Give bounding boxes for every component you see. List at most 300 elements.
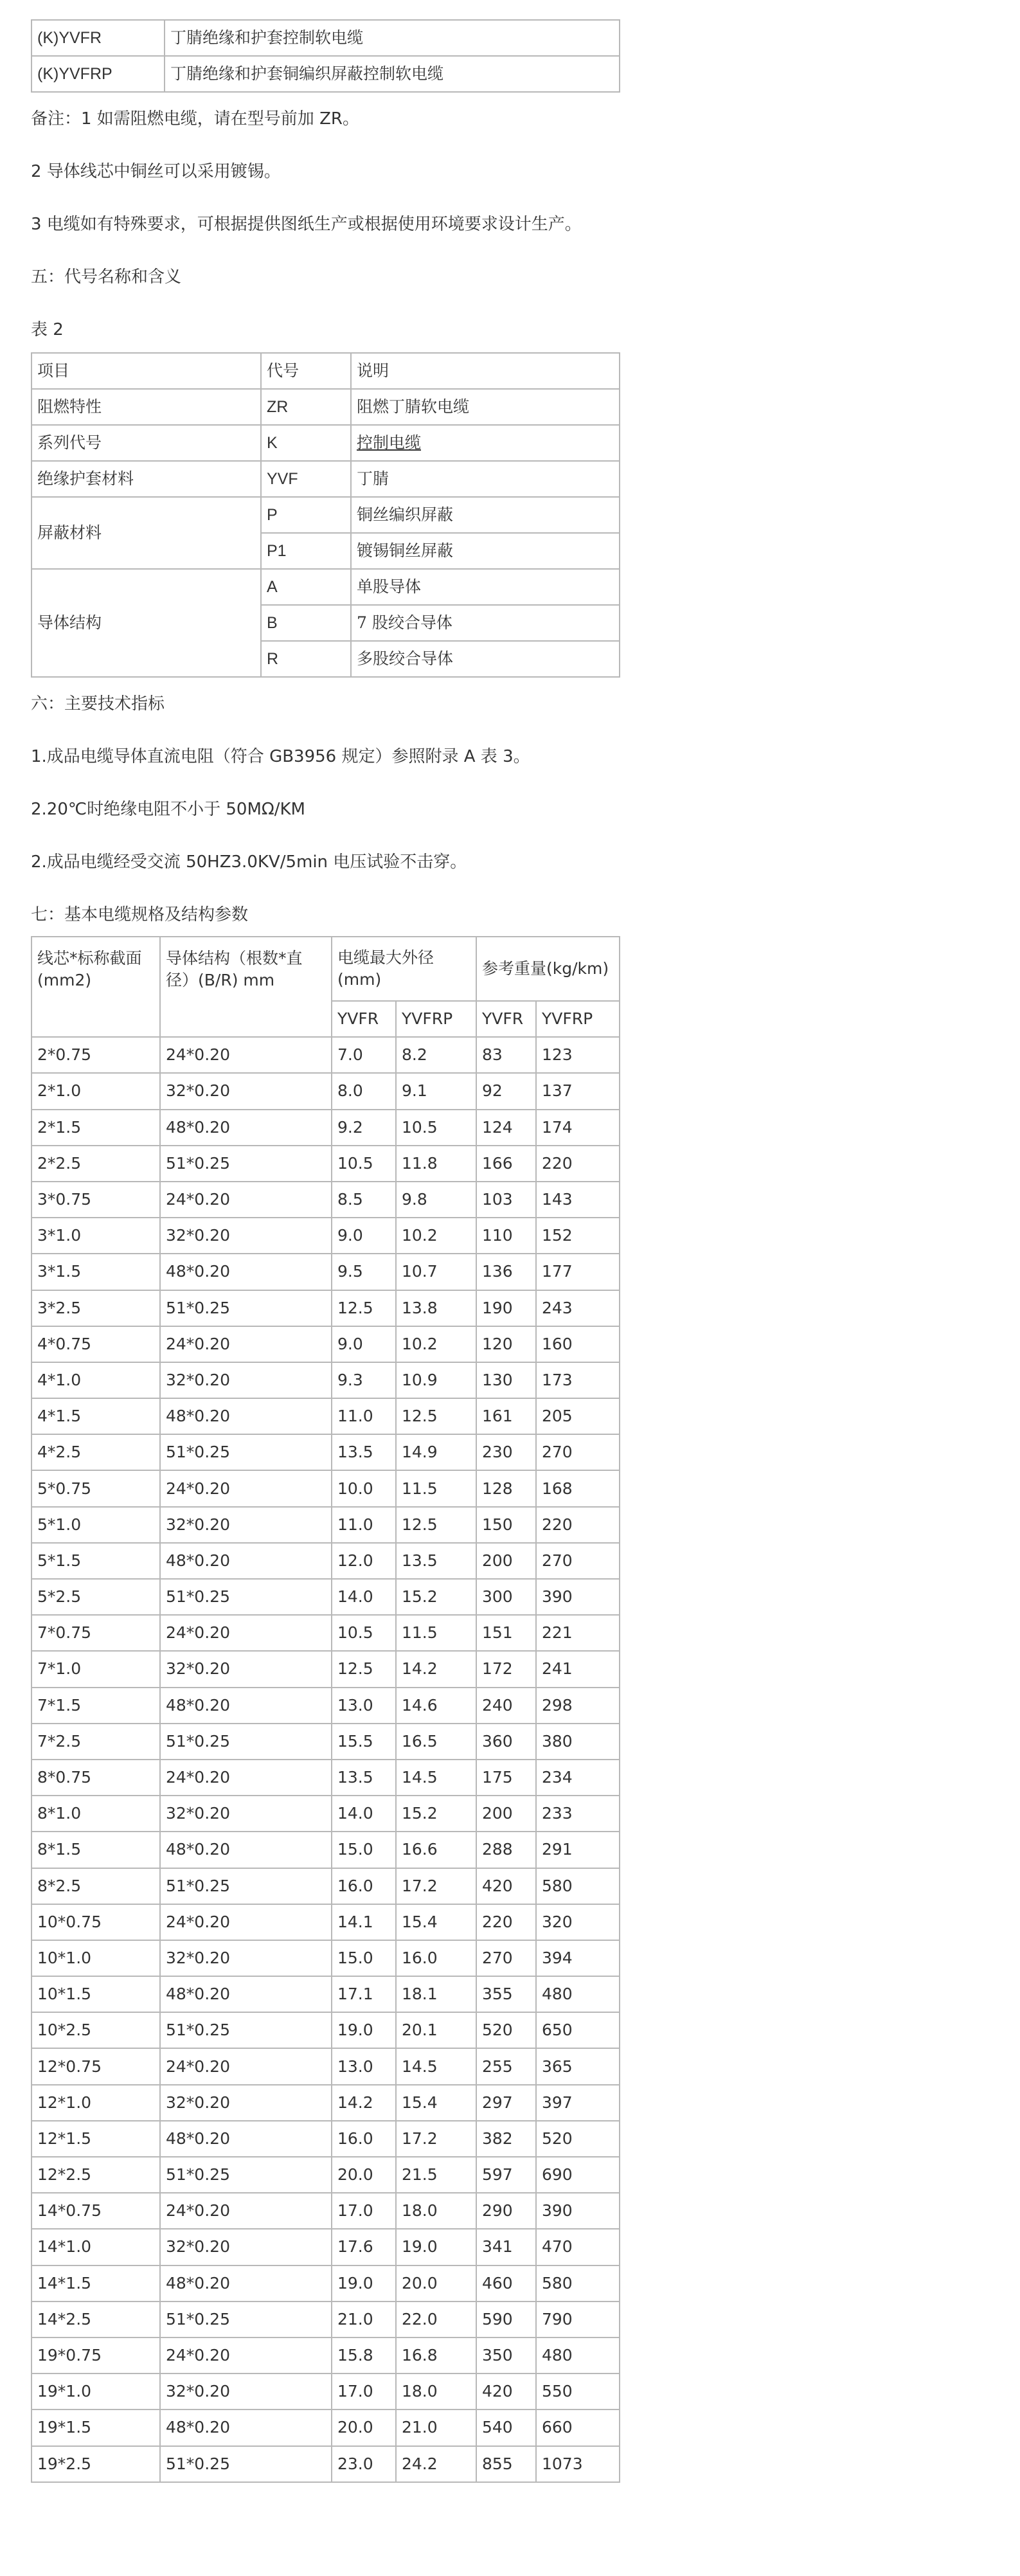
header-structure: 导体结构（根数*直径）(B/R) mm <box>160 937 332 1037</box>
cell-diameter-yvfrp: 10.5 <box>396 1110 476 1146</box>
cell-diameter-yvfrp: 22.0 <box>396 2301 476 2337</box>
table-row <box>31 1832 620 1868</box>
cell-structure: 32*0.20 <box>160 1218 332 1254</box>
cell-diameter-yvfr: 17.0 <box>332 2373 396 2409</box>
cell-weight-yvfrp: 480 <box>536 2337 620 2373</box>
cell-section: 14*0.75 <box>31 2193 160 2229</box>
cell-diameter-yvfrp: 16.0 <box>396 1940 476 1976</box>
cell-weight-yvfrp: 790 <box>536 2301 620 2337</box>
cell-desc <box>351 425 620 461</box>
cell-section: 5*2.5 <box>31 1579 160 1615</box>
cell-diameter-yvfr: 9.3 <box>332 1362 396 1398</box>
cell-diameter-yvfrp: 15.4 <box>396 1904 476 1940</box>
cell-desc: 镀锡铜丝屏蔽 <box>351 533 620 569</box>
note-3: 3 电缆如有特殊要求，可根据提供图纸生产或根据使用环境要求设计生产。 <box>31 215 582 234</box>
cable-spec-table <box>31 936 620 2483</box>
cell-diameter-yvfr: 7.0 <box>332 1037 396 1073</box>
spec-1: 1.成品电缆导体直流电阻（符合 GB3956 规定）参照附录 A 表 3。 <box>31 747 530 766</box>
cell-weight-yvfr: 83 <box>476 1037 536 1073</box>
cell-item: 绝缘护套材料 <box>31 461 261 497</box>
cell-weight-yvfrp: 520 <box>536 2121 620 2157</box>
cell-weight-yvfr: 240 <box>476 1688 536 1724</box>
cell-section: 10*1.5 <box>31 1976 160 2012</box>
cell-diameter-yvfr: 9.5 <box>332 1254 396 1290</box>
cell-weight-yvfr: 200 <box>476 1543 536 1579</box>
cell-section: 14*1.5 <box>31 2265 160 2301</box>
cell-weight-yvfrp: 152 <box>536 1218 620 1254</box>
cell-weight-yvfr: 270 <box>476 1940 536 1976</box>
cell-weight-yvfr: 300 <box>476 1579 536 1615</box>
cell-diameter-yvfr: 14.2 <box>332 2085 396 2121</box>
cell-section: 12*1.0 <box>31 2085 160 2121</box>
cell-weight-yvfr: 190 <box>476 1290 536 1326</box>
cell-weight-yvfrp: 394 <box>536 1940 620 1976</box>
cell-section: 4*2.5 <box>31 1434 160 1470</box>
cell-weight-yvfr: 124 <box>476 1110 536 1146</box>
cell-desc: 丁腈 <box>351 461 620 497</box>
cell-weight-yvfr: 110 <box>476 1218 536 1254</box>
cell-section: 19*2.5 <box>31 2446 160 2482</box>
table-row <box>31 461 620 497</box>
cell-diameter-yvfr: 17.6 <box>332 2229 396 2265</box>
cell-diameter-yvfrp: 17.2 <box>396 2121 476 2157</box>
cell-diameter-yvfr: 14.0 <box>332 1579 396 1615</box>
cell-weight-yvfrp: 380 <box>536 1724 620 1760</box>
table-row <box>31 569 620 605</box>
cell-weight-yvfr: 297 <box>476 2085 536 2121</box>
table-row <box>31 1146 620 1182</box>
table-row <box>31 2373 620 2409</box>
cell-item: 阻燃特性 <box>31 389 261 425</box>
table-2-label: 表 2 <box>31 320 64 339</box>
table-row <box>31 1362 620 1398</box>
cell-weight-yvfr: 136 <box>476 1254 536 1290</box>
cell-diameter-yvfrp: 11.5 <box>396 1470 476 1506</box>
cell-weight-yvfr: 540 <box>476 2409 536 2445</box>
table-row <box>31 2193 620 2229</box>
cell-diameter-yvfrp: 9.8 <box>396 1182 476 1218</box>
cell-structure: 48*0.20 <box>160 2409 332 2445</box>
table-row <box>31 1760 620 1796</box>
cell-weight-yvfr: 520 <box>476 2012 536 2048</box>
cell-diameter-yvfr: 15.0 <box>332 1832 396 1868</box>
cell-structure: 24*0.20 <box>160 1182 332 1218</box>
table-row <box>31 2048 620 2084</box>
table-row <box>31 20 620 56</box>
cell-weight-yvfrp: 143 <box>536 1182 620 1218</box>
cell-weight-yvfr: 290 <box>476 2193 536 2229</box>
cell-weight-yvfrp: 220 <box>536 1146 620 1182</box>
cell-code: P1 <box>261 533 351 569</box>
cell-diameter-yvfrp: 17.2 <box>396 1868 476 1904</box>
cell-structure: 48*0.20 <box>160 2121 332 2157</box>
cell-diameter-yvfrp: 18.0 <box>396 2193 476 2229</box>
table-row <box>31 2265 620 2301</box>
cell-section: 8*0.75 <box>31 1760 160 1796</box>
cell-section: 7*1.0 <box>31 1651 160 1687</box>
cell-desc: 7 股绞合导体 <box>351 605 620 641</box>
cell-code: B <box>261 605 351 641</box>
cell-diameter-yvfr: 13.0 <box>332 2048 396 2084</box>
cell-diameter-yvfrp: 10.7 <box>396 1254 476 1290</box>
cell-section: 12*1.5 <box>31 2121 160 2157</box>
cell-section: 2*2.5 <box>31 1146 160 1182</box>
table-row <box>31 1688 620 1724</box>
cell-weight-yvfr: 420 <box>476 2373 536 2409</box>
cell-diameter-yvfr: 11.0 <box>332 1507 396 1543</box>
cell-structure: 32*0.20 <box>160 1362 332 1398</box>
cell-weight-yvfr: 175 <box>476 1760 536 1796</box>
note-2: 2 导体线芯中铜丝可以采用镀锡。 <box>31 162 281 181</box>
cell-diameter-yvfrp: 11.8 <box>396 1146 476 1182</box>
table-row <box>31 1615 620 1651</box>
cell-weight-yvfr: 151 <box>476 1615 536 1651</box>
cell-structure: 24*0.20 <box>160 2337 332 2373</box>
cell-structure: 24*0.20 <box>160 2048 332 2084</box>
cell-structure: 51*0.25 <box>160 1579 332 1615</box>
cell-model: (K)YVFRP <box>31 56 165 92</box>
cell-structure: 32*0.20 <box>160 1073 332 1109</box>
subheader-yvfrp: YVFRP <box>396 1001 476 1037</box>
cell-structure: 51*0.25 <box>160 2157 332 2193</box>
cell-diameter-yvfr: 13.0 <box>332 1688 396 1724</box>
cell-code: K <box>261 425 351 461</box>
cell-weight-yvfr: 255 <box>476 2048 536 2084</box>
section-7-title: 七：基本电缆规格及结构参数 <box>31 905 249 924</box>
model-table <box>31 19 620 93</box>
cell-weight-yvfrp: 690 <box>536 2157 620 2193</box>
table-row <box>31 1037 620 1073</box>
cell-diameter-yvfr: 9.0 <box>332 1326 396 1362</box>
cell-item: 系列代号 <box>31 425 261 461</box>
cell-diameter-yvfrp: 13.5 <box>396 1543 476 1579</box>
cell-section: 14*1.0 <box>31 2229 160 2265</box>
header-item: 项目 <box>31 353 261 389</box>
cell-diameter-yvfr: 15.5 <box>332 1724 396 1760</box>
subheader-yvfrp: YVFRP <box>536 1001 620 1037</box>
cell-weight-yvfr: 200 <box>476 1796 536 1832</box>
cell-structure: 48*0.20 <box>160 1543 332 1579</box>
table-row <box>31 1724 620 1760</box>
cell-diameter-yvfrp: 9.1 <box>396 1073 476 1109</box>
cell-diameter-yvfrp: 10.2 <box>396 1326 476 1362</box>
cell-diameter-yvfrp: 21.5 <box>396 2157 476 2193</box>
cell-diameter-yvfrp: 16.5 <box>396 1724 476 1760</box>
cell-diameter-yvfrp: 13.8 <box>396 1290 476 1326</box>
table-row <box>31 2446 620 2482</box>
cell-section: 2*0.75 <box>31 1037 160 1073</box>
table-row <box>31 1326 620 1362</box>
cell-section: 10*2.5 <box>31 2012 160 2048</box>
cell-diameter-yvfrp: 15.4 <box>396 2085 476 2121</box>
cell-desc: 丁腈绝缘和护套铜编织屏蔽控制软电缆 <box>165 56 620 92</box>
cell-section: 3*2.5 <box>31 1290 160 1326</box>
cell-weight-yvfrp: 233 <box>536 1796 620 1832</box>
cell-structure: 48*0.20 <box>160 1688 332 1724</box>
cell-weight-yvfr: 382 <box>476 2121 536 2157</box>
cell-diameter-yvfr: 11.0 <box>332 1398 396 1434</box>
subheader-yvfr: YVFR <box>476 1001 536 1037</box>
cell-model: (K)YVFR <box>31 20 165 56</box>
cell-structure: 24*0.20 <box>160 1037 332 1073</box>
cell-section: 8*2.5 <box>31 1868 160 1904</box>
section-6-title: 六：主要技术指标 <box>31 694 165 714</box>
table-row <box>31 2337 620 2373</box>
cell-code: R <box>261 641 351 677</box>
table-row <box>31 2229 620 2265</box>
cell-desc: 单股导体 <box>351 569 620 605</box>
cell-diameter-yvfr: 20.0 <box>332 2409 396 2445</box>
cell-weight-yvfrp: 234 <box>536 1760 620 1796</box>
cell-diameter-yvfr: 17.1 <box>332 1976 396 2012</box>
cell-diameter-yvfr: 9.0 <box>332 1218 396 1254</box>
cell-diameter-yvfr: 10.5 <box>332 1146 396 1182</box>
cell-weight-yvfr: 128 <box>476 1470 536 1506</box>
cell-weight-yvfr: 220 <box>476 1904 536 1940</box>
cell-diameter-yvfr: 16.0 <box>332 1868 396 1904</box>
cell-structure: 32*0.20 <box>160 2373 332 2409</box>
table-row <box>31 1976 620 2012</box>
cell-section: 12*2.5 <box>31 2157 160 2193</box>
cell-diameter-yvfrp: 18.0 <box>396 2373 476 2409</box>
cell-section: 10*1.0 <box>31 1940 160 1976</box>
cell-diameter-yvfr: 10.5 <box>332 1615 396 1651</box>
cell-section: 3*1.5 <box>31 1254 160 1290</box>
cell-section: 2*1.0 <box>31 1073 160 1109</box>
cell-structure: 24*0.20 <box>160 1615 332 1651</box>
cell-weight-yvfrp: 1073 <box>536 2446 620 2482</box>
cell-weight-yvfrp: 123 <box>536 1037 620 1073</box>
table-row <box>31 1868 620 1904</box>
cell-structure: 51*0.25 <box>160 2446 332 2482</box>
cell-structure: 24*0.20 <box>160 1760 332 1796</box>
cell-weight-yvfr: 172 <box>476 1651 536 1687</box>
spec-2: 2.20℃时绝缘电阻不小于 50MΩ/KM <box>31 800 305 819</box>
cell-section: 4*0.75 <box>31 1326 160 1362</box>
table-row <box>31 1434 620 1470</box>
table-header-row <box>31 937 620 1001</box>
table-row <box>31 56 620 92</box>
cell-diameter-yvfrp: 10.2 <box>396 1218 476 1254</box>
cell-weight-yvfr: 855 <box>476 2446 536 2482</box>
cell-weight-yvfrp: 660 <box>536 2409 620 2445</box>
cell-diameter-yvfr: 23.0 <box>332 2446 396 2482</box>
cell-diameter-yvfrp: 20.1 <box>396 2012 476 2048</box>
cell-diameter-yvfrp: 16.6 <box>396 1832 476 1868</box>
table-row <box>31 1470 620 1506</box>
cell-diameter-yvfr: 19.0 <box>332 2012 396 2048</box>
table-row <box>31 1940 620 1976</box>
cell-weight-yvfrp: 470 <box>536 2229 620 2265</box>
header-weight: 参考重量(kg/km) <box>476 937 620 1001</box>
cell-weight-yvfrp: 550 <box>536 2373 620 2409</box>
cell-diameter-yvfr: 20.0 <box>332 2157 396 2193</box>
cell-diameter-yvfrp: 8.2 <box>396 1037 476 1073</box>
cell-section: 19*0.75 <box>31 2337 160 2373</box>
cell-diameter-yvfrp: 14.5 <box>396 1760 476 1796</box>
table-row <box>31 1398 620 1434</box>
cell-structure: 24*0.20 <box>160 2193 332 2229</box>
cell-weight-yvfr: 355 <box>476 1976 536 2012</box>
table-row <box>31 425 620 461</box>
table-row <box>31 1182 620 1218</box>
cell-structure: 32*0.20 <box>160 1507 332 1543</box>
cell-structure: 51*0.25 <box>160 1146 332 1182</box>
cell-weight-yvfrp: 320 <box>536 1904 620 1940</box>
cell-diameter-yvfr: 14.1 <box>332 1904 396 1940</box>
cell-section: 19*1.5 <box>31 2409 160 2445</box>
cell-code: ZR <box>261 389 351 425</box>
cell-weight-yvfr: 590 <box>476 2301 536 2337</box>
cell-weight-yvfrp: 270 <box>536 1434 620 1470</box>
cell-weight-yvfrp: 168 <box>536 1470 620 1506</box>
cell-section: 5*1.0 <box>31 1507 160 1543</box>
subheader-yvfr: YVFR <box>332 1001 396 1037</box>
cell-diameter-yvfr: 13.5 <box>332 1434 396 1470</box>
cell-diameter-yvfr: 13.5 <box>332 1760 396 1796</box>
cell-diameter-yvfr: 12.5 <box>332 1290 396 1326</box>
cell-section: 2*1.5 <box>31 1110 160 1146</box>
cell-diameter-yvfrp: 14.9 <box>396 1434 476 1470</box>
cell-section: 8*1.0 <box>31 1796 160 1832</box>
cell-diameter-yvfrp: 14.2 <box>396 1651 476 1687</box>
cell-structure: 48*0.20 <box>160 1254 332 1290</box>
cell-weight-yvfr: 341 <box>476 2229 536 2265</box>
cell-diameter-yvfr: 15.8 <box>332 2337 396 2373</box>
table-row <box>31 1579 620 1615</box>
cell-structure: 48*0.20 <box>160 2265 332 2301</box>
cell-section: 10*0.75 <box>31 1904 160 1940</box>
cell-weight-yvfr: 130 <box>476 1362 536 1398</box>
cell-weight-yvfrp: 241 <box>536 1651 620 1687</box>
cell-weight-yvfrp: 137 <box>536 1073 620 1109</box>
cell-desc: 丁腈绝缘和护套控制软电缆 <box>165 20 620 56</box>
cell-weight-yvfr: 166 <box>476 1146 536 1182</box>
cell-structure: 48*0.20 <box>160 1976 332 2012</box>
table-row <box>31 1073 620 1109</box>
cell-diameter-yvfrp: 14.5 <box>396 2048 476 2084</box>
header-diameter: 电缆最大外径(mm) <box>332 937 476 1001</box>
cell-structure: 32*0.20 <box>160 2229 332 2265</box>
cell-diameter-yvfrp: 11.5 <box>396 1615 476 1651</box>
cell-weight-yvfr: 350 <box>476 2337 536 2373</box>
cell-diameter-yvfr: 17.0 <box>332 2193 396 2229</box>
cell-weight-yvfrp: 221 <box>536 1615 620 1651</box>
cell-structure: 48*0.20 <box>160 1832 332 1868</box>
cell-structure: 32*0.20 <box>160 1940 332 1976</box>
cell-weight-yvfrp: 173 <box>536 1362 620 1398</box>
cell-diameter-yvfr: 14.0 <box>332 1796 396 1832</box>
cell-structure: 48*0.20 <box>160 1398 332 1434</box>
cell-diameter-yvfr: 8.0 <box>332 1073 396 1109</box>
table-row <box>31 1218 620 1254</box>
cell-section: 12*0.75 <box>31 2048 160 2084</box>
cell-item: 屏蔽材料 <box>31 497 261 569</box>
cell-section: 8*1.5 <box>31 1832 160 1868</box>
table-row <box>31 1904 620 1940</box>
cell-structure: 51*0.25 <box>160 1290 332 1326</box>
cell-weight-yvfrp: 243 <box>536 1290 620 1326</box>
table-row <box>31 2157 620 2193</box>
cell-structure: 51*0.25 <box>160 1868 332 1904</box>
cell-weight-yvfr: 288 <box>476 1832 536 1868</box>
cell-structure: 24*0.20 <box>160 1904 332 1940</box>
header-code: 代号 <box>261 353 351 389</box>
cell-section: 19*1.0 <box>31 2373 160 2409</box>
cell-diameter-yvfrp: 20.0 <box>396 2265 476 2301</box>
table-row <box>31 1290 620 1326</box>
table-row <box>31 2121 620 2157</box>
table-row <box>31 2085 620 2121</box>
cell-desc: 阻燃丁腈软电缆 <box>351 389 620 425</box>
cell-diameter-yvfr: 15.0 <box>332 1940 396 1976</box>
cell-structure: 51*0.25 <box>160 2301 332 2337</box>
cell-weight-yvfrp: 270 <box>536 1543 620 1579</box>
cell-diameter-yvfrp: 19.0 <box>396 2229 476 2265</box>
cell-structure: 48*0.20 <box>160 1110 332 1146</box>
cell-weight-yvfrp: 205 <box>536 1398 620 1434</box>
note-1: 备注：1 如需阻燃电缆，请在型号前加 ZR。 <box>31 109 359 129</box>
cell-weight-yvfr: 360 <box>476 1724 536 1760</box>
table-row <box>31 1507 620 1543</box>
spec-3: 2.成品电缆经受交流 50HZ3.0KV/5min 电压试验不击穿。 <box>31 852 467 872</box>
table-row <box>31 1254 620 1290</box>
cell-diameter-yvfrp: 15.2 <box>396 1796 476 1832</box>
cell-diameter-yvfrp: 12.5 <box>396 1398 476 1434</box>
cell-weight-yvfrp: 220 <box>536 1507 620 1543</box>
table-row <box>31 389 620 425</box>
cell-weight-yvfr: 230 <box>476 1434 536 1470</box>
cell-weight-yvfrp: 390 <box>536 2193 620 2229</box>
cell-weight-yvfr: 460 <box>476 2265 536 2301</box>
cell-diameter-yvfrp: 16.8 <box>396 2337 476 2373</box>
cell-structure: 51*0.25 <box>160 1434 332 1470</box>
code-meaning-table <box>31 352 620 678</box>
cell-desc: 多股绞合导体 <box>351 641 620 677</box>
cell-diameter-yvfr: 16.0 <box>332 2121 396 2157</box>
control-cable-link[interactable]: 控制电缆 <box>357 433 422 452</box>
cell-weight-yvfrp: 177 <box>536 1254 620 1290</box>
cell-structure: 24*0.20 <box>160 1326 332 1362</box>
cell-section: 5*0.75 <box>31 1470 160 1506</box>
cell-structure: 51*0.25 <box>160 2012 332 2048</box>
table-row <box>31 1651 620 1687</box>
header-section: 线芯*标称截面(mm2) <box>31 937 160 1037</box>
cell-weight-yvfrp: 480 <box>536 1976 620 2012</box>
cell-section: 14*2.5 <box>31 2301 160 2337</box>
cell-weight-yvfrp: 298 <box>536 1688 620 1724</box>
cell-weight-yvfr: 420 <box>476 1868 536 1904</box>
cell-weight-yvfrp: 390 <box>536 1579 620 1615</box>
cell-weight-yvfr: 597 <box>476 2157 536 2193</box>
section-5-title: 五：代号名称和含义 <box>31 267 182 287</box>
cell-section: 4*1.0 <box>31 1362 160 1398</box>
cell-weight-yvfr: 150 <box>476 1507 536 1543</box>
cell-code: P <box>261 497 351 533</box>
cell-weight-yvfr: 161 <box>476 1398 536 1434</box>
cell-diameter-yvfrp: 24.2 <box>396 2446 476 2482</box>
cell-weight-yvfr: 120 <box>476 1326 536 1362</box>
cell-diameter-yvfr: 12.0 <box>332 1543 396 1579</box>
cell-diameter-yvfr: 12.5 <box>332 1651 396 1687</box>
cell-diameter-yvfrp: 21.0 <box>396 2409 476 2445</box>
cell-structure: 51*0.25 <box>160 1724 332 1760</box>
cell-section: 3*1.0 <box>31 1218 160 1254</box>
cell-weight-yvfrp: 580 <box>536 2265 620 2301</box>
cell-diameter-yvfrp: 15.2 <box>396 1579 476 1615</box>
cell-structure: 32*0.20 <box>160 2085 332 2121</box>
cell-code: YVF <box>261 461 351 497</box>
